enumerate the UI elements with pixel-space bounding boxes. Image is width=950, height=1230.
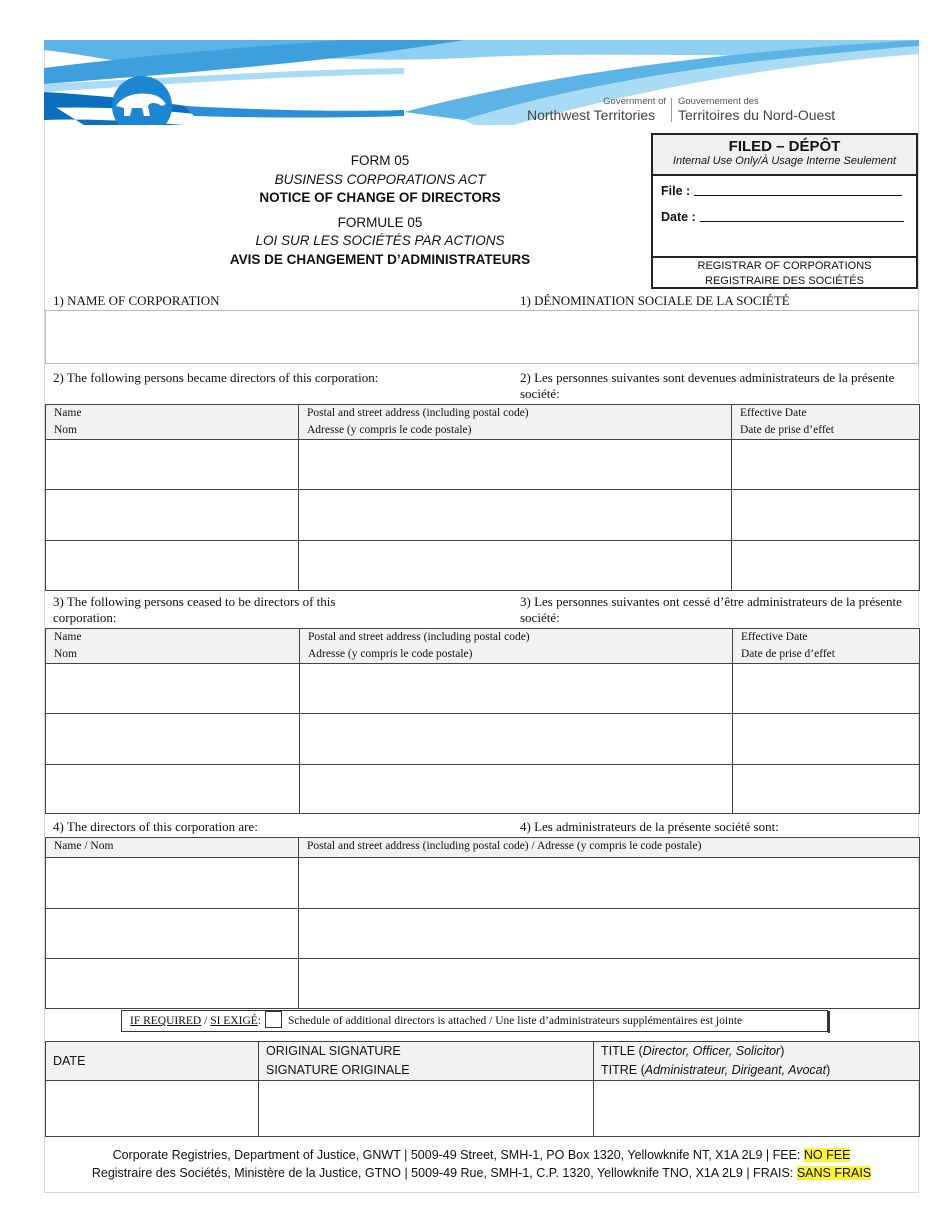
gov-wordmark-fr: [678, 96, 835, 123]
name-cell[interactable]: [46, 714, 300, 765]
separator-text: /: [201, 1015, 211, 1027]
col-name: Name Nom: [46, 629, 300, 664]
gov-fr-small: Gouvernement des: [678, 96, 759, 107]
si-exige-label: SI EXIGÉ: [210, 1015, 258, 1027]
table-row: [46, 541, 920, 591]
table-row: [46, 765, 920, 814]
address-cell[interactable]: [300, 714, 733, 765]
section2-label-en: 2) The following persons became directors of this corporation:: [53, 370, 379, 385]
table-header: [46, 1042, 920, 1081]
registrar-en: REGISTRAR OF CORPORATIONS: [697, 260, 872, 272]
filed-subtitle: Internal Use Only/À Usage Interne Seulement: [672, 155, 897, 167]
col-name: Name / Nom: [46, 838, 299, 858]
date-cell[interactable]: [733, 664, 920, 714]
fee-highlight-en: NO FEE: [803, 1148, 851, 1162]
col-address: Postal and street address (including postal code) Adresse (y compris le code postale): [300, 629, 733, 664]
title-field[interactable]: [594, 1081, 920, 1137]
filed-box: [651, 133, 918, 289]
name-cell[interactable]: [46, 664, 300, 714]
date-cell[interactable]: [732, 440, 920, 490]
name-cell[interactable]: [46, 765, 300, 814]
notice-title-fr: AVIS DE CHANGEMENT D’ADMINISTRATEURS: [229, 251, 531, 267]
col-address: Postal and street address (including postal code) Adresse (y compris le code postale): [299, 405, 732, 440]
date-cell[interactable]: [732, 490, 920, 541]
filed-date-line: [661, 209, 904, 224]
gov-en-small: Government of: [603, 96, 666, 107]
footer-line-fr: Registraire des Sociétés, Ministère de la Justice, GTNO | 5009-49 Rue, SMH-1, C.P. 1320, Yellowknife TNO, X1A 2L9 | FRAIS: SANS FRAIS: [91, 1166, 872, 1180]
gov-fr-big: Territoires du Nord-Ouest: [678, 107, 836, 123]
file-label: File :: [661, 184, 691, 198]
table-header: [46, 838, 920, 858]
schedule-attached-row: [121, 1010, 828, 1032]
name-cell[interactable]: [46, 959, 299, 1009]
if-required-label: IF REQUIRED: [130, 1015, 202, 1027]
fee-highlight-fr: SANS FRAIS: [796, 1166, 872, 1180]
section3-label-fr: 3) Les personnes suivantes ont cessé d’être administrateurs de la présente société:: [520, 594, 902, 625]
section4-label-fr: 4) Les administrateurs de la présente société sont:: [520, 819, 779, 834]
gov-en-big: Northwest Territories: [527, 107, 656, 123]
name-cell[interactable]: [46, 440, 299, 490]
ceased-directors-table: [45, 628, 920, 814]
name-cell[interactable]: [46, 541, 299, 591]
date-field[interactable]: [46, 1081, 259, 1137]
signature-header: ORIGINAL SIGNATURE SIGNATURE ORIGINALE: [259, 1042, 594, 1081]
schedule-attached-text: Schedule of additional directors is attached / Une liste d’administrateurs supplémentaires est jointe: [288, 1015, 743, 1027]
address-cell[interactable]: [299, 858, 920, 909]
file-number-field[interactable]: [694, 183, 902, 196]
current-directors-table: [45, 837, 920, 1009]
section1-label-en: 1) NAME OF CORPORATION: [53, 293, 220, 308]
address-cell[interactable]: [299, 541, 732, 591]
table-row: [46, 1081, 920, 1137]
schedule-attached-checkbox[interactable]: [265, 1011, 282, 1028]
form-number-en: FORM 05: [350, 153, 410, 168]
filed-title: FILED – DÉPÔT: [728, 138, 841, 155]
filed-date-field[interactable]: [700, 209, 904, 222]
col-name: Name Nom: [46, 405, 299, 440]
file-number-line: [661, 183, 902, 198]
address-cell[interactable]: [300, 664, 733, 714]
name-cell[interactable]: [46, 909, 299, 959]
address-cell[interactable]: [299, 909, 920, 959]
registrar-fr: REGISTRAIRE DES SOCIÉTÉS: [705, 275, 864, 287]
signature-table: [45, 1041, 920, 1137]
signature-field[interactable]: [259, 1081, 594, 1137]
address-cell[interactable]: [299, 440, 732, 490]
date-cell[interactable]: [732, 541, 920, 591]
act-name-en: BUSINESS CORPORATIONS ACT: [274, 171, 486, 187]
date-header: DATE: [46, 1042, 259, 1081]
address-cell[interactable]: [299, 490, 732, 541]
new-directors-table: [45, 404, 920, 591]
gov-wordmark-en: [527, 96, 666, 123]
table-row: [46, 858, 920, 909]
col-address: Postal and street address (including postal code) / Adresse (y compris le code postale): [299, 838, 920, 858]
table-header: [46, 629, 920, 664]
table-row: [46, 440, 920, 490]
address-cell[interactable]: [300, 765, 733, 814]
table-row: [46, 490, 920, 541]
section1-label-fr: 1) DÉNOMINATION SOCIALE DE LA SOCIÉTÉ: [520, 293, 790, 308]
corporation-name-input[interactable]: [45, 310, 919, 364]
box-shadow-edge: [828, 1011, 830, 1033]
footer-line-en: Corporate Registries, Department of Justice, GNWT | 5009-49 Street, SMH-1, PO Box 1320, Yellowknife NT, X1A 2L9 | FEE: NO FEE: [112, 1148, 851, 1162]
table-row: [46, 959, 920, 1009]
date-cell[interactable]: [733, 714, 920, 765]
section4-label-en: 4) The directors of this corporation are:: [53, 819, 258, 834]
title-header: TITLE (Director, Officer, Solicitor) TITRE (Administrateur, Dirigeant, Avocat): [594, 1042, 920, 1081]
notice-title-en: NOTICE OF CHANGE OF DIRECTORS: [259, 190, 501, 205]
filed-date-label: Date :: [661, 210, 696, 224]
name-cell[interactable]: [46, 490, 299, 541]
colon-text: :: [257, 1015, 261, 1027]
footer: [44, 1146, 919, 1182]
name-cell[interactable]: [46, 858, 299, 909]
gov-separator: [671, 98, 672, 122]
table-row: [46, 664, 920, 714]
registrar-block: [653, 256, 916, 289]
date-cell[interactable]: [733, 765, 920, 814]
table-header: [46, 405, 920, 440]
filed-box-header: [653, 135, 916, 176]
table-row: [46, 909, 920, 959]
form-title: [180, 152, 580, 269]
col-effective-date: Effective Date Date de prise d’effet: [733, 629, 920, 664]
address-cell[interactable]: [299, 959, 920, 1009]
table-row: [46, 714, 920, 765]
col-effective-date: Effective Date Date de prise d’effet: [732, 405, 920, 440]
form-number-fr: FORMULE 05: [337, 214, 423, 230]
act-name-fr: LOI SUR LES SOCIÉTÉS PAR ACTIONS: [255, 233, 505, 248]
section2-label-fr: 2) Les personnes suivantes sont devenues administrateurs de la présente société:: [520, 370, 895, 401]
section3-label-en: 3) The following persons ceased to be directors of this corporation:: [53, 594, 336, 625]
